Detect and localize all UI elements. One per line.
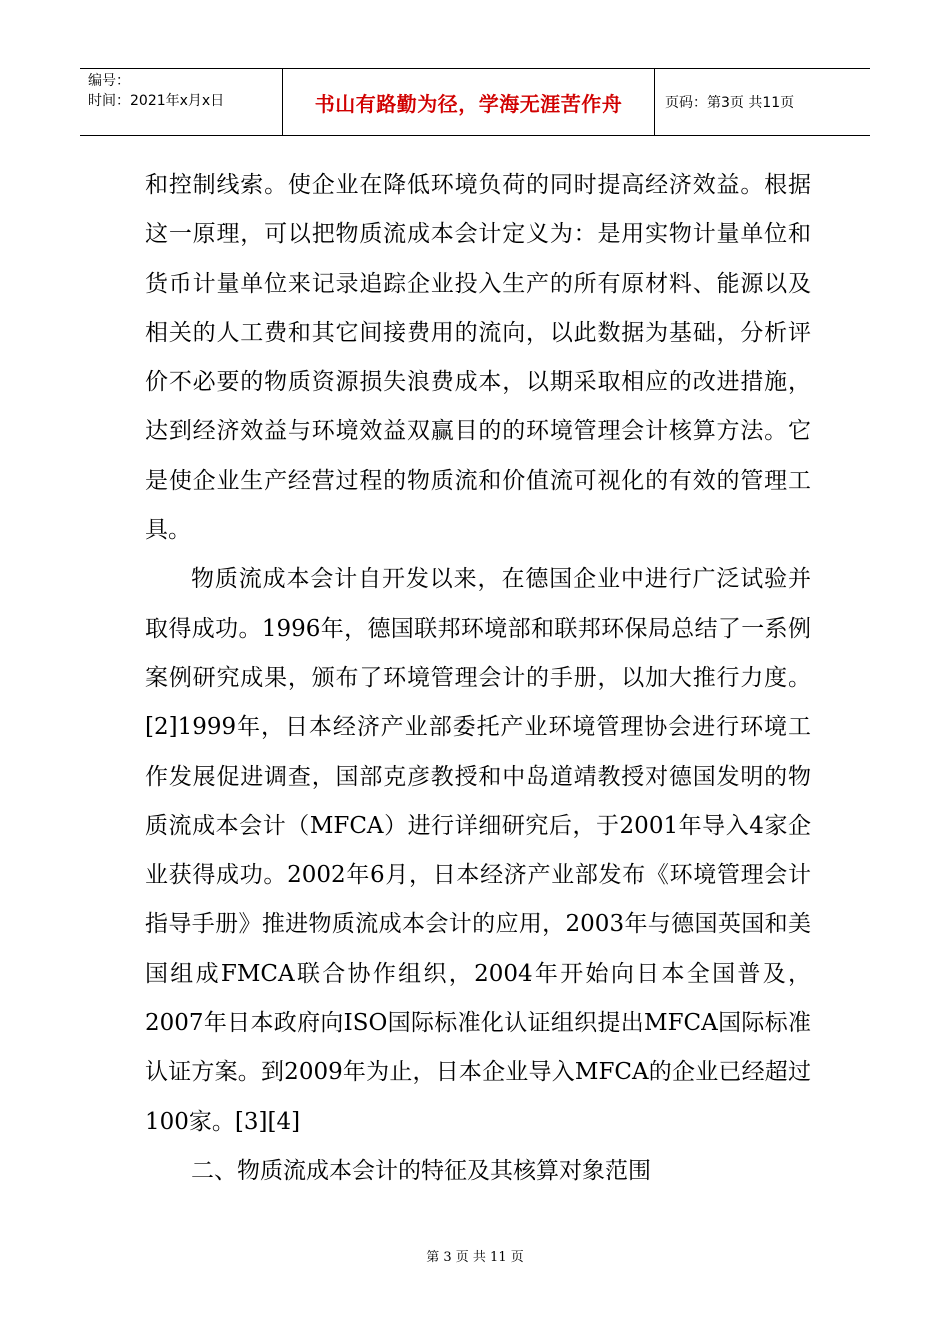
page-footer: 第 3 页 共 11 页 (426, 1250, 524, 1265)
paragraph-continuation: 和控制线索。使企业在降低环境负荷的同时提高经济效益。根据这一原理，可以把物质流成本会计定义为：是用实物计量单位和货币计量单位来记录追踪企业投入生产的所有原材料、能源以及相关的人工费和其它间接费用的流向，以此数据为基础，分析评价不必要的物质资源损失浪费成本，以期采取相应的改进措施，达到经济效益与环境效益双赢目的的环境管理会计核算方法。它是使企业生产经营过程的物质流和价值流可视化的有效的管理工具。 (145, 172, 811, 544)
time-label: 时间：2021年x月x日 (88, 93, 225, 109)
serial-label: 编号： (88, 73, 130, 89)
motto-text: 书山有路勤为径，学海无涯苦作舟 (314, 91, 623, 116)
section-heading: 二、物质流成本会计的特征及其核算对象范围 (191, 1157, 651, 1184)
page-info: 页码：第3页 共11页 (665, 95, 795, 111)
document-body (145, 161, 811, 1196)
header-meta-cell (80, 69, 283, 135)
document-header (80, 68, 870, 136)
paragraph-mfca-history: 物质流成本会计自开发以来，在德国企业中进行广泛试验并取得成功。1996年，德国联邦环境部和联邦环保局总结了一系例案例研究成果，颁布了环境管理会计的手册，以加大推行力度。[2]1999年，日本经济产业部委托产业环境管理协会进行环境工作发展促进调查，国部克彦教授和中岛道靖教授对德国发明的物质流成本会计（MFCA）进行详细研究后，于2001年导入4家企业获得成功。2002年6月，日本经济产业部发布《环境管理会计指导手册》推进物质流成本会计的应用，2003年与德国英国和美国组成FMCA联合协作组织，2004年开始向日本全国普及，2007年日本政府向ISO国际标准化认证组织提出MFCA国际标准认证方案。到2009年为止，日本企业导入MFCA的企业已经超过100家。[3][4] (145, 566, 811, 1135)
header-motto-cell (283, 69, 655, 135)
header-page-cell (655, 69, 870, 135)
